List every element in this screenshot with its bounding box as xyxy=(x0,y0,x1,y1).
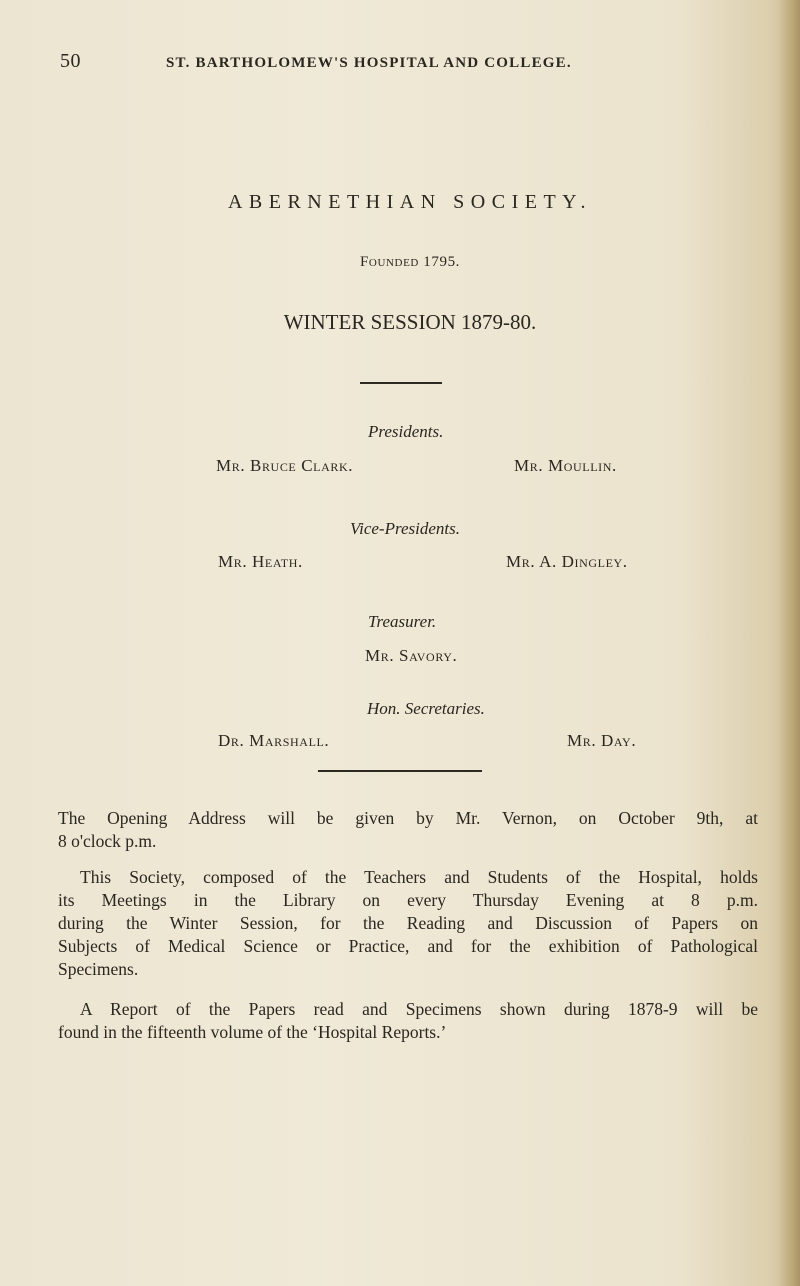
treasurer-name: Mr. Savory. xyxy=(365,646,458,665)
top-divider xyxy=(360,382,442,384)
presidents-heading: Presidents. xyxy=(368,422,444,441)
president-2: Mr. Moullin. xyxy=(514,456,617,475)
society-title: ABERNETHIAN SOCIETY. xyxy=(227,191,593,213)
p2-line-4: Subjects of Medical Science or Practice, and for the exhibition of Pathological xyxy=(58,936,758,956)
p1-line-2: 8 o'clock p.m. xyxy=(58,831,157,851)
secretaries-heading: Hon. Secretaries. xyxy=(367,699,485,718)
founded-text: Founded 1795. xyxy=(359,254,461,270)
secretary-1: Dr. Marshall. xyxy=(218,731,330,750)
treasurer-heading: Treasurer. xyxy=(368,612,437,631)
secretary-2: Mr. Day. xyxy=(567,731,637,750)
page-number: 50 xyxy=(60,50,81,72)
bottom-divider xyxy=(318,770,482,772)
p2-line-2: its Meetings in the Library on every Thursday Evening at 8 p.m. xyxy=(58,890,758,910)
p2-line-5: Specimens. xyxy=(58,959,139,979)
paragraph-report xyxy=(58,998,758,1044)
running-head: ST. BARTHOLOMEW'S HOSPITAL AND COLLEGE. xyxy=(166,55,572,71)
founded-line xyxy=(0,254,800,271)
session-title: WINTER SESSION 1879-80. xyxy=(283,310,537,334)
page-header xyxy=(60,50,780,80)
vice-president-1: Mr. Heath. xyxy=(218,552,303,571)
vice-presidents-heading: Vice-Presidents. xyxy=(350,519,460,538)
p2-line-1: This Society, composed of the Teachers and Students of the Hospital, holds xyxy=(80,867,758,887)
vice-president-2: Mr. A. Dingley. xyxy=(506,552,628,571)
p1-line-1: The Opening Address will be given by Mr. Vernon, on October 9th, at xyxy=(58,808,758,828)
p2-line-3: during the Winter Session, for the Reading and Discussion of Papers on xyxy=(58,913,758,933)
paragraph-society-description xyxy=(58,866,758,981)
p3-line-1: A Report of the Papers read and Specimens shown during 1878-9 will be xyxy=(80,999,758,1019)
paragraph-opening-address xyxy=(58,807,758,853)
president-1: Mr. Bruce Clark. xyxy=(216,456,354,475)
p3-line-2: found in the fifteenth volume of the ‘Hospital Reports.’ xyxy=(58,1022,447,1042)
